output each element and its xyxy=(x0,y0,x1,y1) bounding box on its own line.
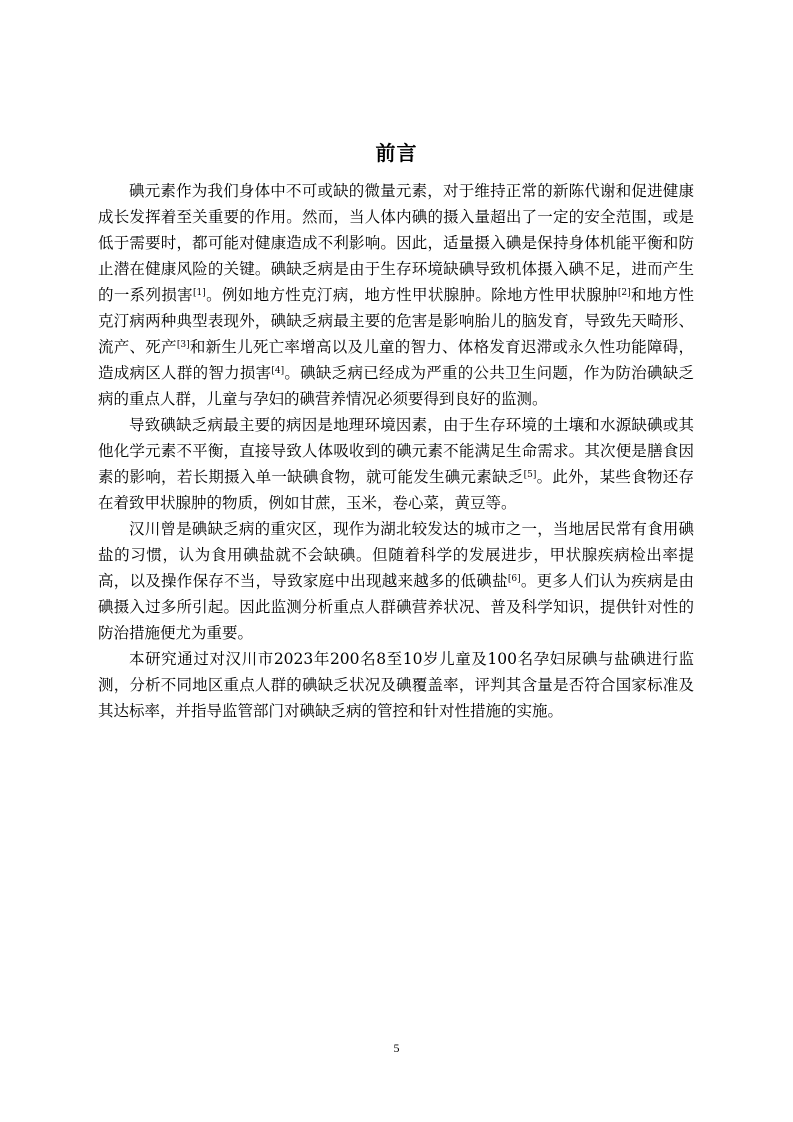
citation-ref: [1] xyxy=(193,288,206,298)
paragraph xyxy=(98,646,694,724)
paragraph-text: 。碘缺乏病已经成为严重的公共卫生问题，作为防治碘缺乏病的重点人群，儿童与孕妇的碘营养情况必须要得到良好的监测。 xyxy=(98,364,694,408)
paragraph-text: 汉川曾是碘缺乏病的重灾区，现作为湖北较发达的城市之一，当地居民常有食用碘盐的习惯，认为食用碘盐就不会缺碘。但随着科学的发展进步，甲状腺疾病检出率提高，以及操作保存不当，导致家庭中出现越来越多的低碘盐 xyxy=(98,520,694,590)
page-number: 5 xyxy=(393,1041,400,1055)
paragraph-text: 本研究通过对汉川市2023年200名8至10岁儿童及100名孕妇尿碘与盐碘进行监测，分析不同地区重点人群的碘缺乏状况及碘覆盖率，评判其含量是否符合国家标准及其达标率，并指导监管部门对碘缺乏病的管控和针对性措施的实施。 xyxy=(98,650,694,720)
paragraph-text: 。此外，某些食物还存在着致甲状腺肿的物质，例如甘蔗，玉米，卷心菜，黄豆等。 xyxy=(98,468,694,512)
citation-ref: [5] xyxy=(523,470,537,480)
paragraph xyxy=(98,412,694,516)
paragraph-text: 和地方性克汀病两种典型表现外，碘缺乏病最主要的危害是影响胎儿的脑发育，导致先天畸形、流产、死产 xyxy=(98,286,694,356)
body-text xyxy=(98,178,694,724)
citation-ref: [3] xyxy=(176,340,190,350)
paragraph-text: 。例如地方性克汀病，地方性甲状腺肿。除地方性甲状腺肿 xyxy=(205,286,618,304)
citation-ref: [6] xyxy=(507,574,521,584)
page-title: 前言 xyxy=(375,141,418,165)
citation-ref: [4] xyxy=(271,366,285,376)
paragraph-text: 和新生儿死亡率增高以及儿童的智力、体格发育迟滞或永久性功能障碍，造成病区人群的智力损害 xyxy=(98,338,694,382)
paragraph-text: 导致碘缺乏病最主要的病因是地理环境因素，由于生存环境的土壤和水源缺碘或其他化学元素不平衡，直接导致人体吸收到的碘元素不能满足生命需求。其次便是膳食因素的影响，若长期摄入单一缺碘食物，就可能发生碘元素缺乏 xyxy=(98,416,694,486)
paragraph xyxy=(98,178,694,412)
paragraph-text: 碘元素作为我们身体中不可或缺的微量元素，对于维持正常的新陈代谢和促进健康成长发挥着至关重要的作用。然而，当人体内碘的摄入量超出了一定的安全范围，或是低于需要时，都可能对健康造成不利影响。因此，适量摄入碘是保持身体机能平衡和防止潜在健康风险的关键。碘缺乏病是由于生存环境缺碘导致机体摄入碘不足，进而产生的一系列损害 xyxy=(98,182,694,304)
citation-ref: [2] xyxy=(617,288,631,298)
paragraph-text: 。更多人们认为疾病是由碘摄入过多所引起。因此监测分析重点人群碘营养状况、普及科学知识，提供针对性的防治措施便尤为重要。 xyxy=(98,572,694,642)
paragraph xyxy=(98,516,694,646)
